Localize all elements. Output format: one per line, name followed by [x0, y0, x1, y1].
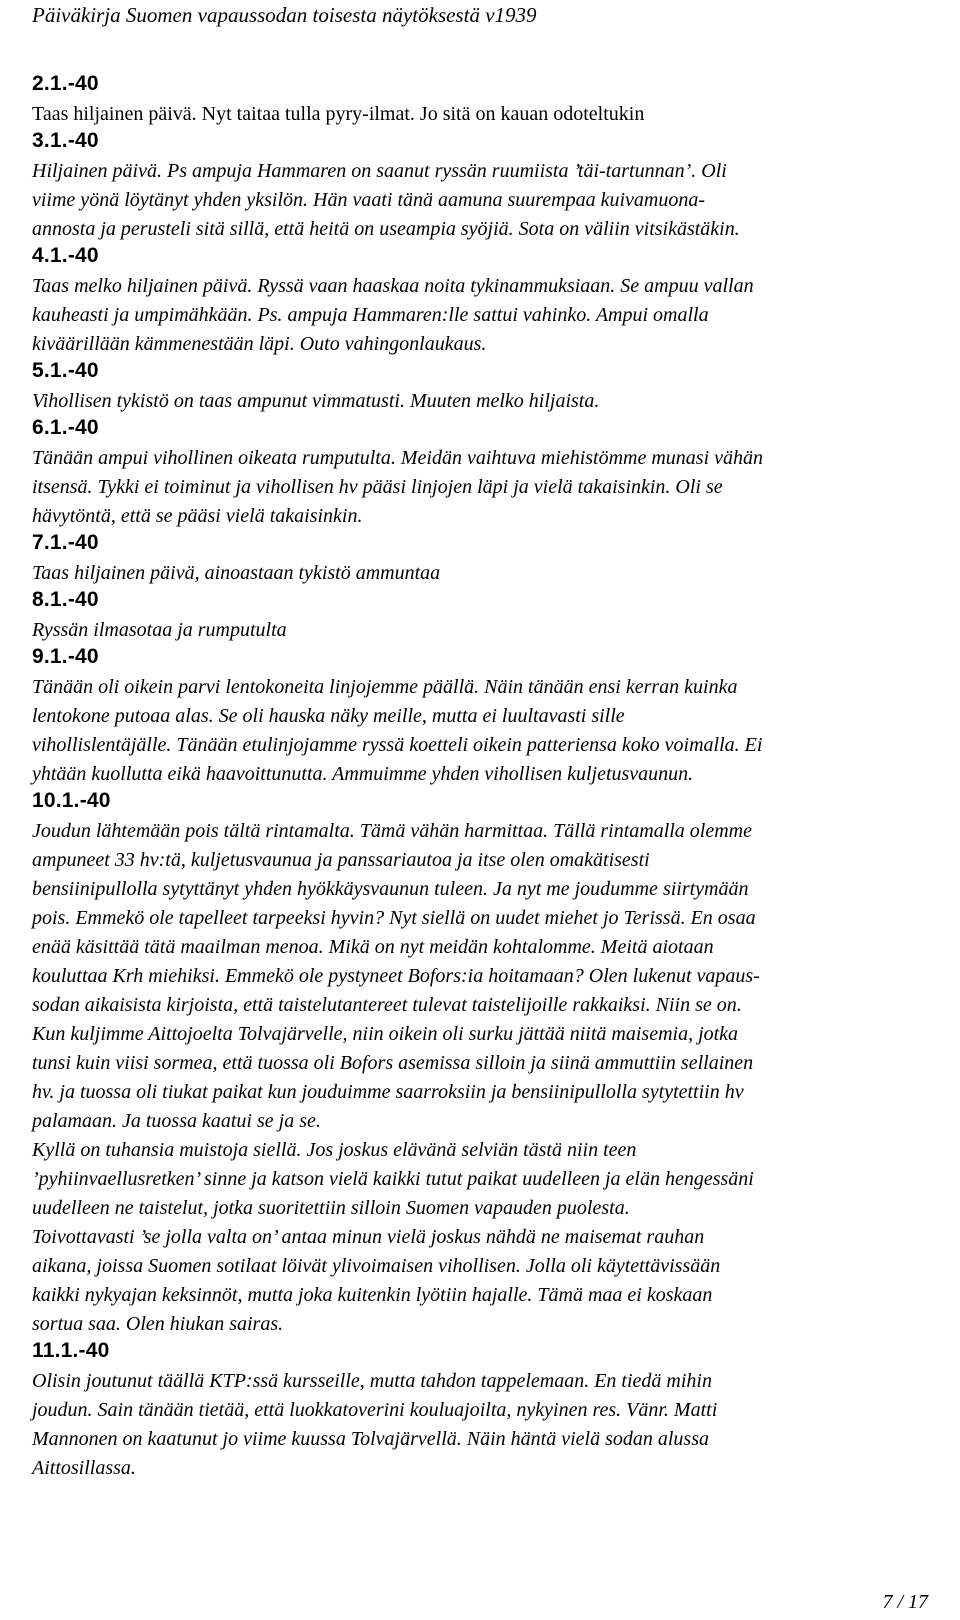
entry-text-line: Tänään oli oikein parvi lentokoneita linjojemme päällä. Näin tänään ensi kerran kuinka [32, 676, 738, 698]
entry-text-line: Kyllä on tuhansia muistoja siellä. Jos joskus elävänä selviän tästä niin teen [32, 1139, 637, 1161]
entry-text-line: Hiljainen päivä. Ps ampuja Hammaren on saanut ryssän ruumiista ’täi-tartunnan’. Oli [32, 160, 727, 182]
entry-text-line: Taas melko hiljainen päivä. Ryssä vaan haaskaa noita tykinammuksiaan. Se ampuu vallan [32, 275, 754, 297]
entry-text-line: Joudun lähtemään pois tältä rintamalta. Tämä vähän harmittaa. Tällä rintamalla olemme [32, 820, 752, 842]
entry-text-line: Vihollisen tykistö on taas ampunut vimmatusti. Muuten melko hiljaista. [32, 390, 600, 412]
entry-text [32, 100, 932, 129]
entry-text [32, 272, 932, 359]
entry-text-line: kiväärillään kämmenestään läpi. Outo vahingonlaukaus. [32, 333, 487, 355]
entry-text [32, 559, 932, 588]
entry-text-line: sodan aikaisista kirjoista, että taistelutantereet tulevat taistelijoille rakkaiksi. Niin se on. [32, 994, 742, 1016]
entry-text-line: yhtään kuollutta eikä haavoittunutta. Ammuimme yhden vihollisen kuljetusvaunun. [32, 763, 694, 785]
entry-text-line: pois. Emmekö ole tapelleet tarpeeksi hyvin? Nyt siellä on uudet miehet jo Terissä. En osaa [32, 907, 756, 929]
entry-date: 4.1.-40 [32, 244, 99, 267]
entry-text-line: Taas hiljainen päivä. Nyt taitaa tulla pyry-ilmat. Jo sitä on kauan odoteltukin [32, 103, 645, 125]
entry-text-line: hv. ja tuossa oli tiukat paikat kun jouduimme saarroksiin ja bensiinipullolla sytytettiin hv [32, 1081, 744, 1103]
entry-text-line: kouluttaa Krh miehiksi. Emmekö ole pystyneet Bofors:ia hoitamaan? Olen lukenut vapaus- [32, 965, 760, 987]
entry-date: 6.1.-40 [32, 416, 99, 439]
entry-text-line: bensiinipullolla sytyttänyt yhden hyökkäysvaunun tuleen. Ja nyt me joudumme siirtymään [32, 878, 749, 900]
entry-text-line: hävytöntä, että se pääsi vielä takaisinkin. [32, 505, 363, 527]
entry-text-line: ’pyhiinvaellusretken’ sinne ja katson vielä kaikki tutut paikat uudelleen ja elän hengessäni [32, 1168, 754, 1190]
entry-text-line: sortua saa. Olen hiukan sairas. [32, 1313, 284, 1335]
entry-text [32, 673, 932, 789]
document-header: Päiväkirja Suomen vapaussodan toisesta näytöksestä v1939 [32, 3, 537, 27]
entry-date: 7.1.-40 [32, 531, 99, 554]
entry-text-line: kauheasti ja umpimähkään. Ps. ampuja Hammaren:lle sattui vahinko. Ampui omalla [32, 304, 709, 326]
entry-text-line: palamaan. Ja tuossa kaatui se ja se. [32, 1110, 321, 1132]
entry-text-line: lentokone putoaa alas. Se oli hauska näky meille, mutta ei luultavasti sille [32, 705, 625, 727]
entry-text-line: Aittosillassa. [32, 1457, 136, 1479]
entry-text-line: Ryssän ilmasotaa ja rumputulta [32, 619, 287, 641]
entry-text-line: tunsi kuin viisi sormea, että tuossa oli Bofors asemissa silloin ja siinä ammuttiin sellainen [32, 1052, 754, 1074]
entry-text-line: ampuneet 33 hv:tä, kuljetusvaunua ja panssariautoa ja itse olen omakätisesti [32, 849, 650, 871]
entry-text-line: Mannonen on kaatunut jo viime kuussa Tolvajärvellä. Näin häntä vielä sodan alussa [32, 1428, 709, 1450]
entry-text-line: itsensä. Tykki ei toiminut ja vihollisen hv pääsi linjojen läpi ja vielä takaisinkin. Oli se [32, 476, 723, 498]
entry-text-line: joudun. Sain tänään tietää, että luokkatoverini kouluajoilta, nykyinen res. Vänr. Matti [32, 1399, 718, 1421]
entry-text-line: annosta ja perusteli sitä sillä, että heitä on useampia syöjiä. Sota on väliin vitsikästäkin. [32, 218, 740, 240]
entry-text [32, 1367, 932, 1483]
entry-text [32, 444, 932, 531]
entry-text-line: aikana, joissa Suomen sotilaat löivät ylivoimaisen vihollisen. Jolla oli käytettävissään [32, 1255, 721, 1277]
entry-date: 8.1.-40 [32, 588, 99, 611]
entry-text-line: Tänään ampui vihollinen oikeata rumputulta. Meidän vaihtuva miehistömme munasi vähän [32, 447, 764, 469]
entry-date: 9.1.-40 [32, 645, 99, 668]
entry-text-line: kaikki nykyajan keksinnöt, mutta joka kuitenkin lyötiin hajalle. Tämä maa ei koskaan [32, 1284, 713, 1306]
entry-text [32, 616, 932, 645]
entry-text-line: Olisin joutunut täällä KTP:ssä kursseille, mutta tahdon tappelemaan. En tiedä mihin [32, 1370, 712, 1392]
page-number: 7 / 17 [882, 1591, 928, 1613]
entry-text-line: Toivottavasti ’se jolla valta on’ antaa minun vielä joskus nähdä ne maisemat rauhan [32, 1226, 705, 1248]
entry-text-line: Taas hiljainen päivä, ainoastaan tykistö ammuntaa [32, 562, 441, 584]
entry-date: 5.1.-40 [32, 359, 99, 382]
entry-text-line: Kun kuljimme Aittojoelta Tolvajärvelle, niin oikein oli surku jättää niitä maisemia, jotka [32, 1023, 739, 1045]
entry-text-line: viime yönä löytänyt yhden yksilön. Hän vaati tänä aamuna suurempaa kuivamuona- [32, 189, 706, 211]
entry-date: 3.1.-40 [32, 129, 99, 152]
entry-text-line: enää käsittää tätä maailman menoa. Mikä on nyt meidän kohtalomme. Meitä aiotaan [32, 936, 714, 958]
entry-date: 2.1.-40 [32, 72, 99, 95]
entry-text-line: uudelleen ne taistelut, jotka suoritettiin silloin Suomen vapauden puolesta. [32, 1197, 630, 1219]
entry-text [32, 387, 932, 416]
diary-entries [32, 72, 932, 1483]
entry-date: 10.1.-40 [32, 789, 111, 812]
entry-text [32, 817, 932, 1339]
entry-date: 11.1.-40 [32, 1339, 110, 1362]
entry-text [32, 157, 932, 244]
entry-text-line: vihollislentäjälle. Tänään etulinjojamme ryssä koetteli oikein patteriensa koko voimalla. Ei [32, 734, 763, 756]
